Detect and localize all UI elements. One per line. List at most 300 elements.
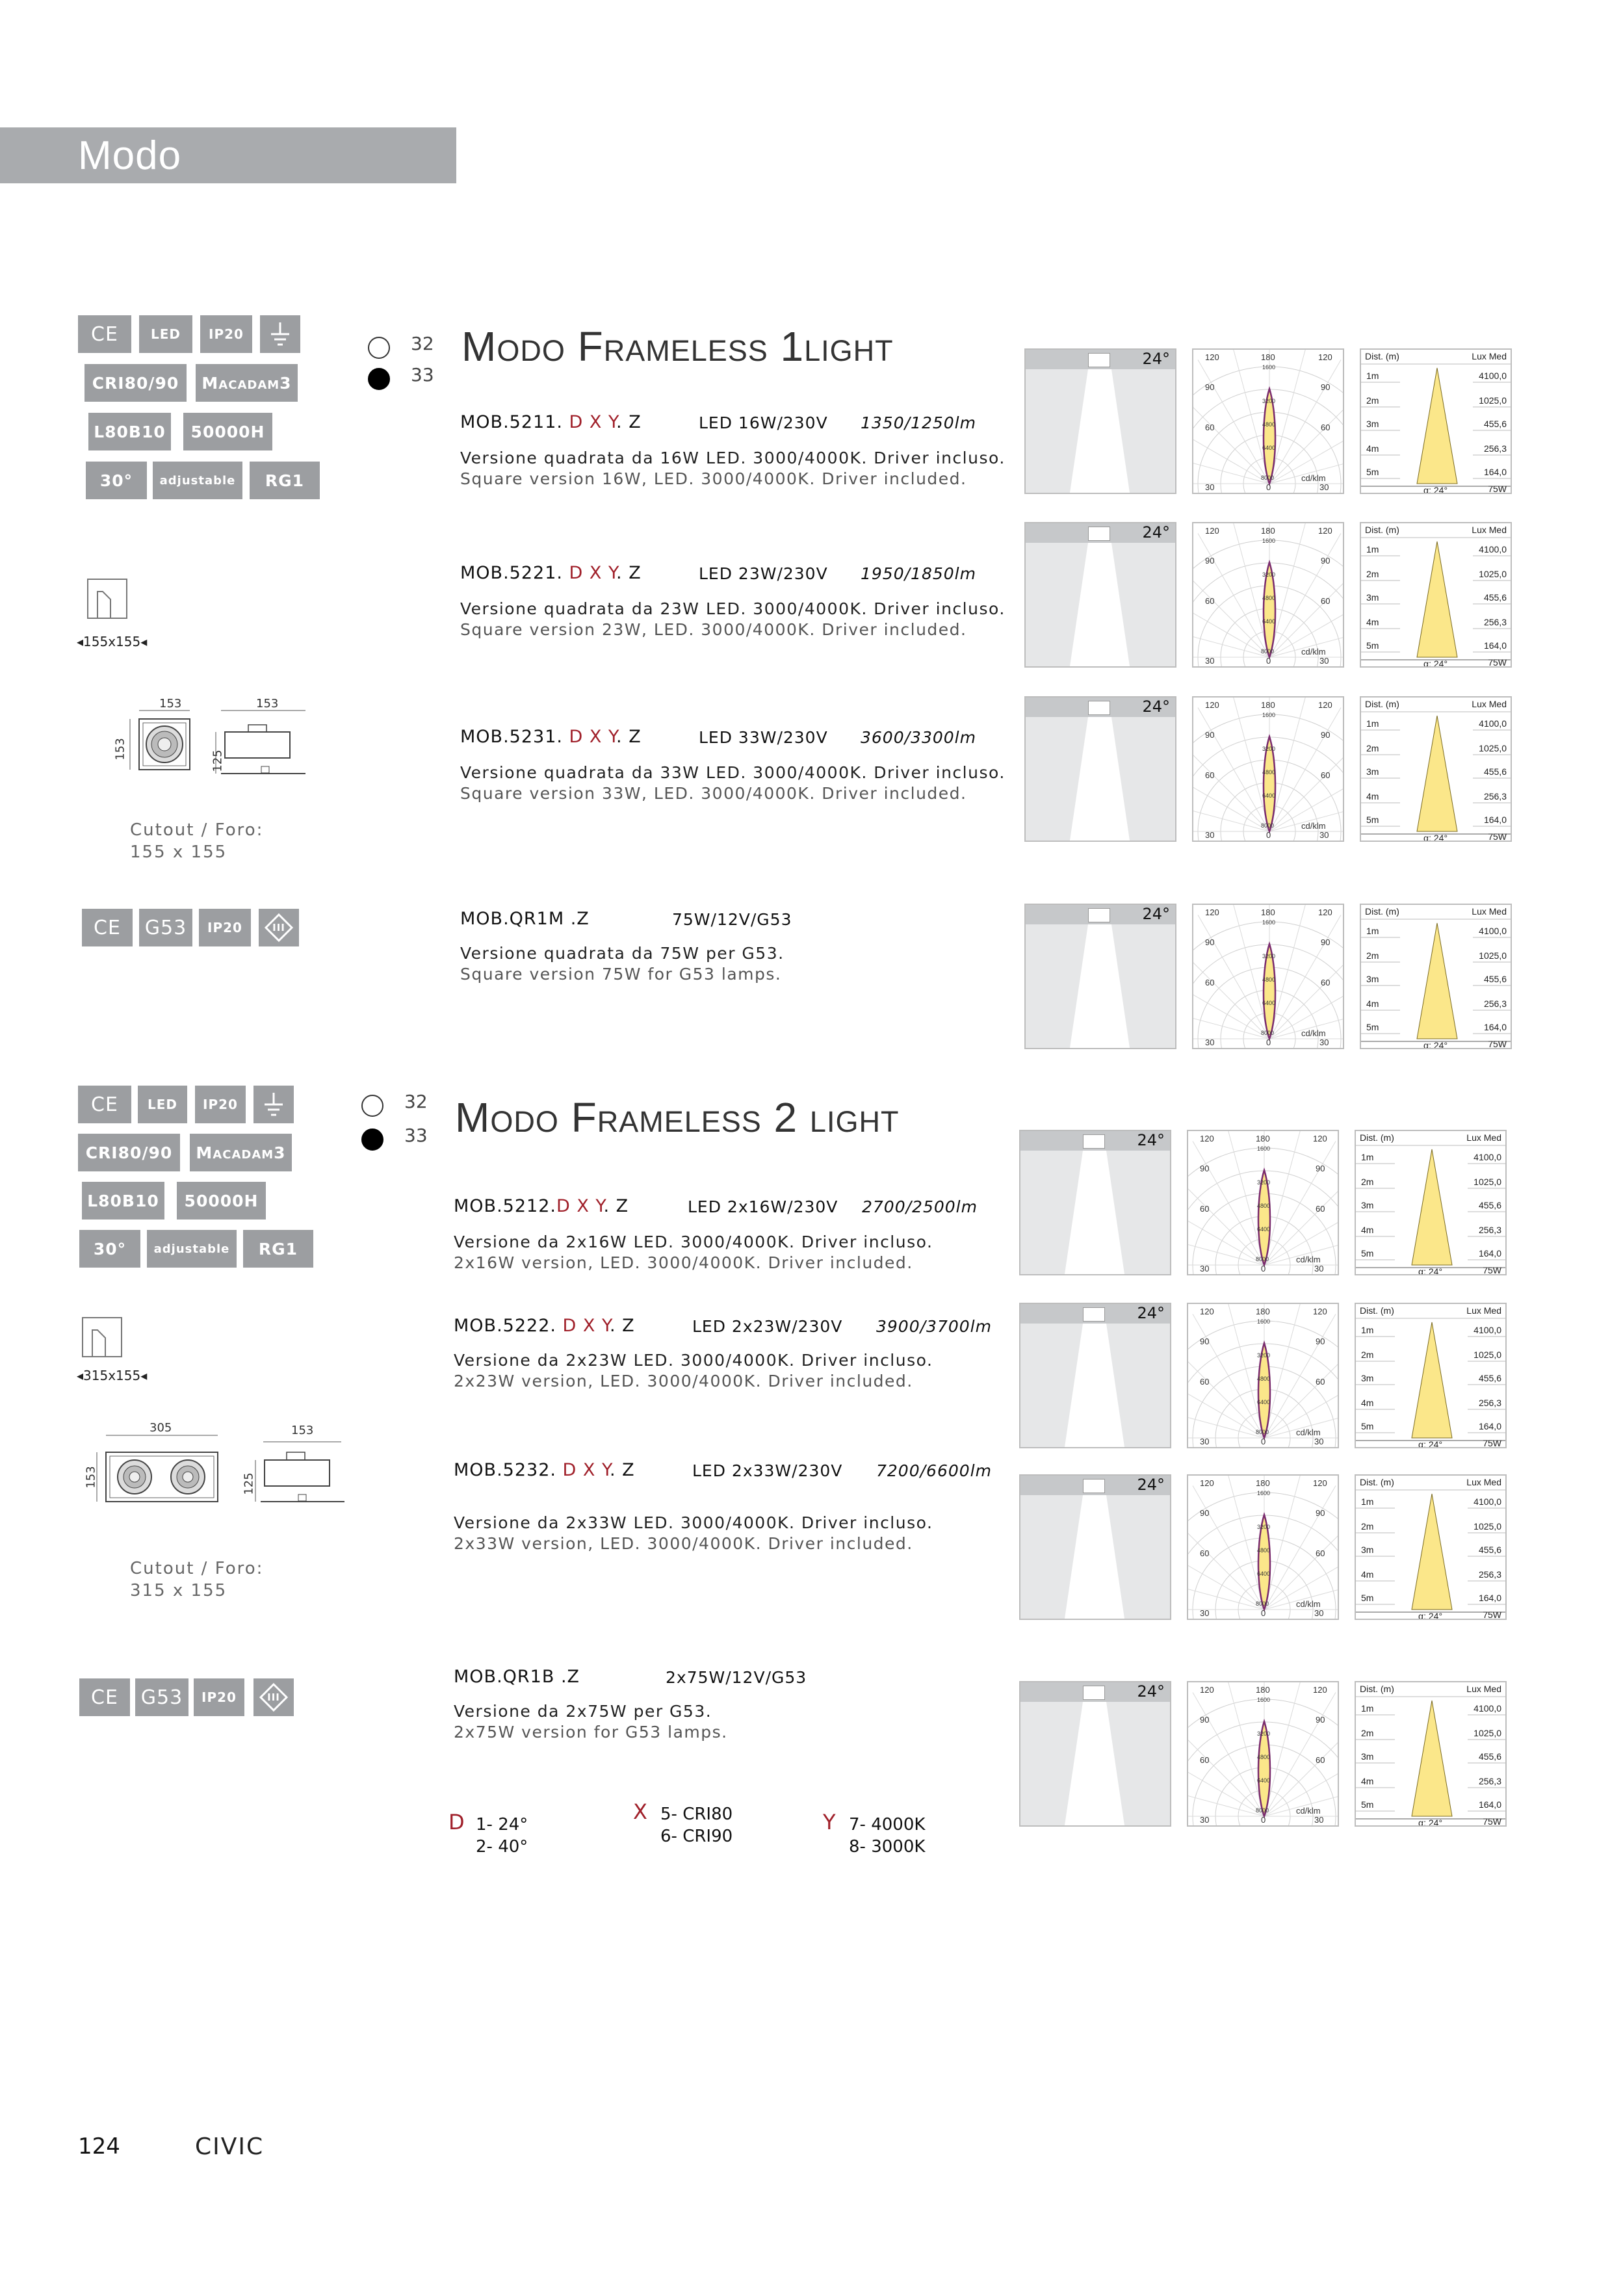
ip20-badge: IP20 [200,315,252,353]
polar-ring-label: 8000 [1256,1807,1269,1814]
dim-depth-label: 153 [291,1424,314,1437]
product-desc-it: Versione da 2x16W LED. 3000/4000K. Driver incluso. [454,1233,933,1251]
lux-value: 256,3 [1483,998,1507,1009]
polar-label: 90 [1316,1337,1325,1346]
product-desc-en: Square version 75W for G53 lamps. [460,965,782,984]
lux-alpha: α: 24° [1418,1818,1443,1827]
lux-distance: 3m [1361,1545,1374,1555]
page-number: 124 [78,2133,120,2159]
dim-height-label: 153 [113,738,127,761]
lux-value: 455,6 [1483,592,1507,603]
lux-header-value: Lux Med [1466,1305,1501,1316]
beam-cone [1026,924,1175,1048]
beam-angle-label: 24° [1137,1131,1165,1149]
polar-label: 30 [1200,1608,1210,1618]
lux-header-value: Lux Med [1466,1477,1501,1487]
legend-y: Y [823,1810,836,1834]
header-band [0,127,456,183]
brand-logo: CIVIC [195,2133,265,2160]
option-33-label: 33 [411,364,434,385]
lux-watt: 75W [1483,1610,1501,1620]
lux-value: 455,6 [1478,1200,1501,1210]
beam-angle-label: 24° [1142,905,1170,923]
polar-diagram [1192,522,1344,668]
polar-label: 60 [1321,596,1331,606]
fixture-icon [1083,1307,1105,1322]
polar-label: 90 [1205,556,1215,566]
polar-label: 90 [1205,937,1215,947]
polar-unit: cd/klm [1296,1806,1321,1816]
polar-ring-label: 3200 [1262,746,1276,752]
class-iii-badge [253,1678,294,1716]
polar-label: 30 [1319,1037,1329,1047]
product-desc-it: Versione quadrata da 23W LED. 3000/4000K. Driver incluso. [460,599,1006,618]
polar-ring-label: 1600 [1257,1145,1271,1152]
polar-label: 30 [1200,1264,1210,1273]
lux-value: 164,0 [1483,467,1507,477]
section-title: Modo Frameless 1light [461,323,894,370]
polar-label: 180 [1261,907,1275,917]
polar-label: 60 [1316,1548,1325,1558]
rg1-badge: RG1 [250,462,320,499]
lux-value: 256,3 [1478,1776,1501,1786]
polar-ring-label: 1600 [1262,364,1276,371]
option-32-radio[interactable] [361,1095,383,1117]
polar-ring-label: 3200 [1262,398,1276,404]
lux-alpha: α: 24° [1423,1040,1448,1049]
lux-value: 164,0 [1483,815,1507,825]
lux-distance: 3m [1361,1200,1374,1210]
lux-value: 1025,0 [1479,743,1507,753]
polar-label: 30 [1314,1437,1324,1446]
lux-alpha: α: 24° [1423,485,1448,494]
lux-value: 1025,0 [1474,1177,1501,1187]
lux-table [1355,1474,1507,1620]
dim-depth-label: 153 [256,697,279,711]
polar-label: 120 [1318,352,1332,362]
lux-distance: 1m [1361,1325,1374,1335]
cri-badge: CRI80/90 [84,364,187,402]
product-spec: LED 2x33W/230V [692,1461,843,1480]
lux-value: 164,0 [1478,1593,1501,1603]
polar-ring-label: 4800 [1257,1376,1271,1382]
polar-label: 30 [1314,1815,1324,1825]
lux-value: 4100,0 [1474,1152,1501,1162]
lux-distance: 4m [1366,617,1379,627]
polar-label: 60 [1200,1548,1210,1558]
polar-ring-label: 1600 [1262,919,1276,926]
size-label: ◂155x155◂ [77,634,148,649]
beam-cone [1020,1151,1170,1274]
lux-value: 164,0 [1483,1022,1507,1032]
dim-recess-label: 125 [211,750,225,772]
lux-distance: 3m [1361,1751,1374,1762]
lux-header-dist: Dist. (m) [1360,1132,1394,1143]
polar-label: 90 [1200,1337,1210,1346]
lux-header-dist: Dist. (m) [1365,525,1399,535]
polar-label: 90 [1316,1164,1325,1173]
lux-watt: 75W [1488,657,1507,668]
ip20-badge: IP20 [194,1678,244,1716]
lux-distance: 2m [1361,1728,1374,1738]
polar-label: 180 [1256,1307,1270,1316]
option-32-label: 32 [411,333,434,354]
polar-label: 0 [1266,1037,1271,1047]
ip20-badge: IP20 [199,909,251,946]
product-lumen: 1950/1850lm [861,564,976,583]
polar-ring-label: 8000 [1261,822,1275,829]
lux-distance: 5m [1361,1593,1374,1603]
product-desc-en: 2x16W version, LED. 3000/4000K. Driver included. [454,1253,913,1272]
technical-drawing [81,1424,354,1521]
lux-distance: 5m [1361,1421,1374,1431]
product-spec: LED 2x16W/230V [688,1197,838,1216]
legend-x-text: 5- CRI80 6- CRI90 [660,1805,733,1846]
polar-label: 60 [1321,978,1331,987]
polar-label: 60 [1316,1755,1325,1765]
class-iii-label: III [267,1691,280,1703]
product-spec: LED 23W/230V [699,564,828,583]
polar-ring-label: 6400 [1262,618,1276,625]
beam-diagram [1024,348,1176,494]
polar-label: 90 [1321,937,1331,947]
polar-label: 120 [1205,700,1219,710]
beam-angle-label: 24° [1142,350,1170,368]
lux-alpha: α: 24° [1418,1611,1443,1620]
l80-badge: L80B10 [82,1182,164,1220]
lux-watt: 75W [1488,1039,1507,1049]
polar-unit: cd/klm [1301,647,1326,657]
polar-ring-label: 1600 [1257,1318,1271,1325]
lux-distance: 4m [1366,998,1379,1009]
option-32-radio[interactable] [368,337,390,359]
polar-ring-label: 3200 [1257,1179,1271,1186]
option-33-radio[interactable] [368,368,390,390]
polar-ring-label: 8000 [1256,1600,1269,1607]
product-desc-en: 2x23W version, LED. 3000/4000K. Driver included. [454,1372,913,1390]
lux-distance: 5m [1366,467,1379,477]
lux-alpha: α: 24° [1418,1439,1443,1448]
lux-distance: 1m [1366,926,1379,936]
lux-table [1355,1130,1507,1275]
product-lumen: 7200/6600lm [876,1461,992,1480]
product-lumen: 3900/3700lm [876,1317,992,1336]
polar-label: 90 [1205,382,1215,392]
option-32-label: 32 [404,1091,428,1112]
fixture-icon [1083,1479,1105,1493]
polar-label: 120 [1318,700,1332,710]
product-desc-it: Versione quadrata da 75W per G53. [460,944,785,963]
fixture-icon [1088,527,1110,541]
polar-label: 60 [1316,1204,1325,1214]
polar-unit: cd/klm [1296,1255,1321,1264]
lux-distance: 4m [1361,1398,1374,1408]
led-badge: LED [138,1086,187,1123]
polar-ring-label: 4800 [1262,769,1276,776]
legend-x: X [633,1799,647,1824]
polar-label: 60 [1200,1377,1210,1387]
lux-distance: 2m [1366,395,1379,406]
beam-cone [1026,369,1175,493]
beam-cone [1020,1495,1170,1619]
polar-label: 60 [1200,1204,1210,1214]
lux-table [1355,1681,1507,1827]
legend-d-text: 1- 24° 2- 40° [476,1815,528,1857]
hours-badge: 50000H [177,1182,266,1220]
polar-label: 180 [1256,1134,1270,1143]
product-code: MOB.5232. D X Y. Z [454,1460,635,1480]
polar-label: 120 [1205,352,1219,362]
beam-diagram [1024,522,1176,668]
led-badge: LED [139,315,192,353]
lux-distance: 2m [1366,950,1379,961]
polar-ring-label: 1600 [1262,538,1276,544]
polar-label: 0 [1261,1437,1266,1446]
polar-label: 90 [1316,1715,1325,1725]
l80-badge: L80B10 [88,413,171,450]
polar-label: 120 [1318,907,1332,917]
beam-diagram [1019,1130,1171,1275]
ce-badge: CE [78,1086,131,1123]
polar-ring-label: 1600 [1257,1490,1271,1496]
polar-label: 30 [1205,830,1215,840]
product-desc-en: Square version 33W, LED. 3000/4000K. Driver included. [460,784,967,803]
g53-badge: G53 [139,909,192,946]
polar-label: 120 [1200,1478,1214,1488]
lux-distance: 2m [1366,743,1379,753]
lux-value: 256,3 [1483,443,1507,454]
lux-value: 455,6 [1483,766,1507,777]
beam-diagram [1024,904,1176,1049]
cutout-text: Cutout / Foro: 315 x 155 [130,1559,264,1600]
lux-header-dist: Dist. (m) [1360,1477,1394,1487]
lux-watt: 75W [1483,1265,1501,1275]
fixture-icon [1083,1686,1105,1700]
ce-badge: CE [78,315,131,353]
lux-distance: 3m [1366,974,1379,984]
polar-label: 60 [1321,770,1331,780]
lux-value: 256,3 [1483,617,1507,627]
polar-label: 120 [1313,1134,1327,1143]
polar-label: 120 [1205,526,1219,536]
lux-value: 164,0 [1483,640,1507,651]
polar-label: 30 [1314,1264,1324,1273]
lux-distance: 4m [1361,1225,1374,1235]
lux-distance: 1m [1366,718,1379,729]
polar-ring-label: 8000 [1256,1256,1269,1262]
polar-ring-label: 6400 [1257,1777,1271,1784]
product-lumen: 1350/1250lm [861,413,976,432]
macadam-badge: Macadam3 [190,1134,292,1171]
product-spec: LED 16W/230V [699,413,828,432]
adjustable-badge: adjustable [153,462,242,499]
polar-label: 60 [1205,596,1215,606]
lux-header-value: Lux Med [1466,1132,1501,1143]
lux-distance: 4m [1361,1569,1374,1580]
product-spec: LED 33W/230V [699,728,828,747]
lux-value: 4100,0 [1479,926,1507,936]
tilt-badge: 30° [86,462,147,499]
polar-label: 30 [1200,1437,1210,1446]
lux-value: 1025,0 [1474,1521,1501,1532]
product-desc-it: Versione quadrata da 33W LED. 3000/4000K. Driver incluso. [460,763,1006,782]
cri-badge: CRI80/90 [78,1134,180,1171]
polar-diagram [1187,1681,1339,1827]
polar-ring-label: 8000 [1261,475,1275,481]
polar-ring-label: 8000 [1261,1030,1275,1036]
polar-label: 180 [1261,526,1275,536]
polar-ring-label: 6400 [1257,1571,1271,1577]
polar-ring-label: 3200 [1262,953,1276,959]
lux-value: 1025,0 [1474,1728,1501,1738]
polar-label: 180 [1261,352,1275,362]
polar-ring-label: 4800 [1257,1203,1271,1209]
lux-value: 256,3 [1483,791,1507,802]
lux-value: 4100,0 [1479,544,1507,554]
lux-distance: 5m [1361,1799,1374,1810]
fixture-icon [1088,908,1110,922]
beam-angle-label: 24° [1137,1304,1165,1322]
polar-ring-label: 3200 [1257,1352,1271,1359]
g53-badge: G53 [135,1678,188,1716]
option-33-radio[interactable] [361,1128,383,1151]
polar-label: 60 [1205,978,1215,987]
polar-label: 120 [1200,1307,1214,1316]
product-code: MOB.QR1B .Z [454,1667,580,1687]
product-code: MOB.5211. D X Y. Z [460,412,642,432]
product-desc-it: Versione da 2x23W LED. 3000/4000K. Driver incluso. [454,1351,933,1370]
polar-label: 90 [1321,730,1331,740]
technical-drawing [110,699,312,796]
polar-label: 30 [1205,656,1215,666]
polar-label: 0 [1261,1264,1266,1273]
polar-label: 30 [1319,830,1329,840]
product-desc-en: Square version 16W, LED. 3000/4000K. Driver included. [460,469,967,488]
lux-distance: 2m [1361,1521,1374,1532]
polar-label: 0 [1261,1608,1266,1618]
polar-ring-label: 4800 [1257,1754,1271,1760]
product-spec: 75W/12V/G53 [672,910,792,929]
polar-diagram [1187,1474,1339,1620]
fixture-icon [1088,701,1110,715]
polar-ring-label: 4800 [1257,1547,1271,1554]
lux-header-dist: Dist. (m) [1360,1305,1394,1316]
lux-header-value: Lux Med [1466,1684,1501,1694]
lux-header-value: Lux Med [1472,699,1507,709]
lux-value: 1025,0 [1479,950,1507,961]
beam-angle-label: 24° [1137,1476,1165,1494]
size-label: ◂315x155◂ [77,1368,148,1383]
lux-value: 256,3 [1478,1225,1501,1235]
lux-value: 455,6 [1483,419,1507,429]
polar-label: 90 [1200,1164,1210,1173]
lux-value: 1025,0 [1479,569,1507,579]
lux-table [1360,696,1512,842]
beam-diagram [1019,1303,1171,1448]
polar-label: 0 [1266,656,1271,666]
polar-diagram [1192,348,1344,494]
polar-unit: cd/klm [1301,473,1326,483]
polar-ring-label: 1600 [1262,712,1276,718]
lux-value: 1025,0 [1479,395,1507,406]
polar-label: 90 [1316,1508,1325,1518]
polar-ring-label: 3200 [1262,571,1276,578]
beam-diagram [1019,1681,1171,1827]
beam-cone [1026,543,1175,666]
beam-cone [1020,1324,1170,1447]
cutout-text: Cutout / Foro: 155 x 155 [130,820,264,862]
polar-label: 60 [1200,1755,1210,1765]
polar-label: 120 [1313,1478,1327,1488]
polar-label: 120 [1205,907,1219,917]
square-size-icon [82,1317,122,1357]
lux-alpha: α: 24° [1423,659,1448,668]
polar-label: 30 [1205,482,1215,492]
lux-header-dist: Dist. (m) [1365,699,1399,709]
polar-ring-label: 6400 [1257,1399,1271,1405]
macadam-badge: Macadam3 [196,364,298,402]
dim-width-label: 305 [149,1421,172,1435]
class-iii-label: III [272,922,285,933]
polar-label: 180 [1256,1685,1270,1695]
beam-angle-label: 24° [1137,1682,1165,1701]
polar-label: 90 [1200,1508,1210,1518]
lux-watt: 75W [1488,831,1507,842]
polar-ring-label: 8000 [1256,1429,1269,1435]
polar-ring-label: 6400 [1262,1000,1276,1006]
dim-recess-label: 125 [242,1472,256,1495]
lux-distance: 5m [1366,640,1379,651]
polar-label: 120 [1313,1685,1327,1695]
lux-distance: 2m [1361,1177,1374,1187]
lux-distance: 3m [1366,766,1379,777]
lux-value: 164,0 [1478,1799,1501,1810]
dim-width-label: 153 [159,697,182,711]
lux-watt: 75W [1483,1816,1501,1827]
adjustable-badge: adjustable [147,1230,237,1268]
legend-y-text: 7- 4000K 8- 3000K [849,1815,926,1857]
polar-label: 90 [1205,730,1215,740]
lux-alpha: α: 24° [1418,1266,1443,1275]
lux-header-value: Lux Med [1472,906,1507,917]
polar-label: 90 [1200,1715,1210,1725]
lux-watt: 75W [1483,1438,1501,1448]
product-desc-it: Versione quadrata da 16W LED. 3000/4000K. Driver incluso. [460,449,1006,467]
beam-diagram [1024,696,1176,842]
lux-header-value: Lux Med [1472,351,1507,361]
polar-label: 30 [1319,482,1329,492]
polar-label: 90 [1321,556,1331,566]
section-title: Modo Frameless 2 light [455,1094,900,1141]
polar-label: 120 [1200,1134,1214,1143]
polar-ring-label: 4800 [1262,421,1276,428]
lux-distance: 5m [1366,1022,1379,1032]
class-iii-badge [259,909,299,946]
lux-distance: 2m [1366,569,1379,579]
lux-distance: 1m [1366,544,1379,554]
lux-header-value: Lux Med [1472,525,1507,535]
polar-diagram [1187,1303,1339,1448]
polar-label: 60 [1205,770,1215,780]
polar-diagram [1192,904,1344,1049]
lux-watt: 75W [1488,484,1507,494]
lux-distance: 5m [1366,815,1379,825]
beam-angle-label: 24° [1142,698,1170,716]
legend-d: D [448,1810,465,1834]
beam-angle-label: 24° [1142,523,1170,541]
lux-value: 256,3 [1478,1569,1501,1580]
polar-label: 0 [1266,830,1271,840]
